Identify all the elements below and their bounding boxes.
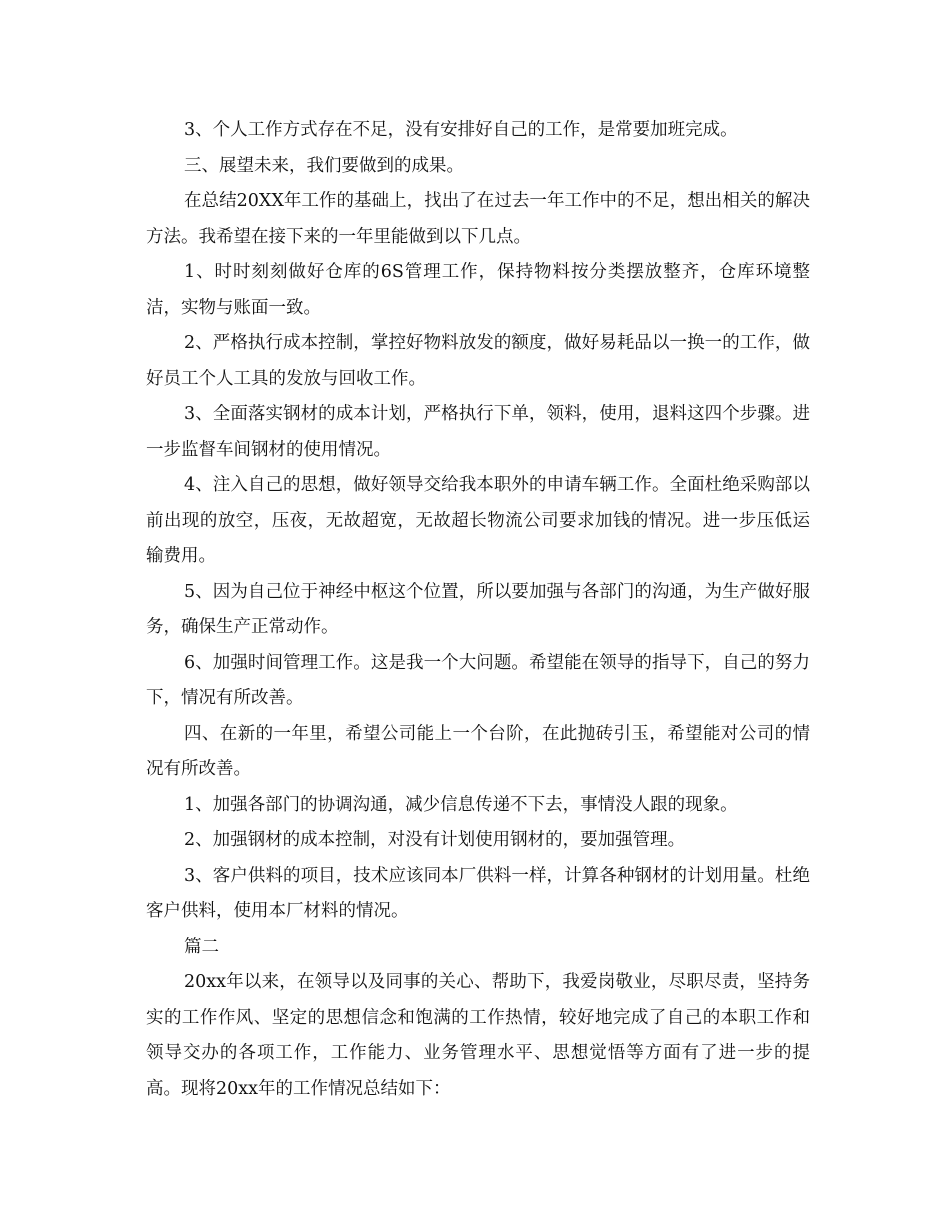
document-body [146,113,810,1107]
list-item: 1、时时刻刻做好仓库的6S管理工作，保持物料按分类摆放整齐，仓库环境整洁，实物与账面一致。 [146,262,810,318]
list-item: 5、因为自己位于神经中枢这个位置，所以要加强与各部门的沟通，为生产做好服务，确保生产正常动作。 [146,581,810,637]
part-heading: 篇二 [184,936,219,957]
list-item: 3、客户供料的项目，技术应该同本厂供料一样，计算各种钢材的计划用量。杜绝客户供料，使用本厂材料的情况。 [146,865,810,921]
list-item: 3、全面落实钢材的成本计划，严格执行下单，领料，使用，退料这四个步骤。进一步监督车间钢材的使用情况。 [146,404,810,460]
list-item: 2、严格执行成本控制，掌控好物料放发的额度，做好易耗品以一换一的工作，做好员工个人工具的发放与回收工作。 [146,333,810,389]
section-heading: 三、展望未来，我们要做到的成果。 [184,155,464,176]
paragraph: 20xx年以来，在领导以及同事的关心、帮助下，我爱岗敬业，尽职尽责，坚持务实的工作作风、坚定的思想信念和饱满的工作热情，较好地完成了自己的本职工作和领导交办的各项工作，工作能力、业务管理水平、思想觉悟等方面有了进一步的提高。现将20xx年的工作情况总结如下： [146,972,810,1099]
list-item: 4、注入自己的思想，做好领导交给我本职外的申请车辆工作。全面杜绝采购部以前出现的放空，压夜，无故超宽，无故超长物流公司要求加钱的情况。进一步压低运输费用。 [146,475,810,566]
paragraph: 3、个人工作方式存在不足，没有安排好自己的工作，是常要加班完成。 [184,120,738,140]
list-item: 1、加强各部门的协调沟通，减少信息传递不下去，事情没人跟的现象。 [184,794,738,815]
list-item: 6、加强时间管理工作。这是我一个大问题。希望能在领导的指导下，自己的努力下，情况有所改善。 [146,652,810,708]
list-item: 2、加强钢材的成本控制，对没有计划使用钢材的，要加强管理。 [184,830,686,850]
paragraph: 在总结20XX年工作的基础上，找出了在过去一年工作中的不足，想出相关的解决方法。我希望在接下来的一年里能做到以下几点。 [146,191,810,247]
section-heading: 四、在新的一年里，希望公司能上一个台阶，在此抛砖引玉，希望能对公司的情况有所改善。 [146,723,810,779]
